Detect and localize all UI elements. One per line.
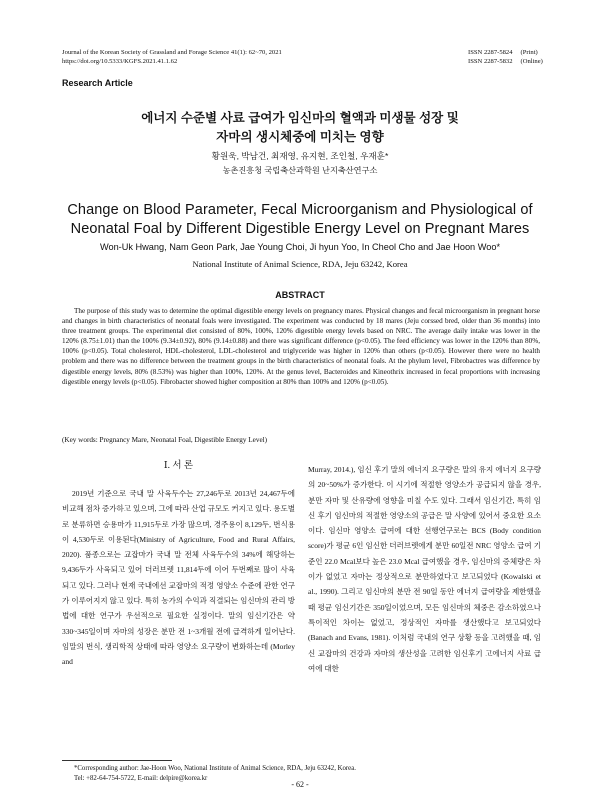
english-authors: Won-Uk Hwang, Nam Geon Park, Jae Young Choi, Ji hyun Yoo, In Cheol Cho and Jae Hoon Woo*	[99, 242, 501, 252]
issn-online-kind: (Online)	[520, 58, 543, 65]
issn-block	[468, 48, 543, 66]
english-title-line-1: Change on Blood Parameter, Fecal Microorganism and Physiological of	[67, 202, 533, 218]
journal-header	[62, 48, 282, 66]
intro-right-column	[308, 462, 541, 676]
journal-citation: Journal of the Korean Society of Grassland and Forage Science 41(1): 62~70, 2021	[62, 49, 282, 56]
article-type: Research Article	[62, 78, 133, 88]
korean-affiliation: 농촌진흥청 국립축산과학원 난지축산연구소	[222, 166, 378, 175]
footnote-line-1: *Corresponding author: Jae-Hoon Woo, National Institute of Animal Science, RDA, Jeju 63242, Korea.	[74, 765, 356, 772]
issn-print: ISSN 2287-5824	[468, 49, 513, 56]
english-title-line-2: Neonatal Foal by Different Digestible Energy Level on Pregnant Mares	[70, 221, 530, 237]
footnote-divider	[62, 760, 172, 761]
english-affiliation: National Institute of Animal Science, RDA, Jeju 63242, Korea	[192, 259, 408, 269]
intro-left-column	[62, 460, 295, 670]
korean-authors: 황원욱, 박남건, 최재영, 유지현, 조인철, 우재훈*	[211, 151, 389, 161]
abstract-text: The purpose of this study was to determine the optimal digestible energy levels on pregnancy mares. Physical changes and fecal microorganism in pregnant horse and changes in birth characteristics of neonatal foals were investigated. The experiment was conducted by 18 mares (Jeju corssed bred, older than 36 months) into three treatment groups. The experimental diet consisted of 80%, 100%, 120% digestible energy levels based on NRC. The average daily intake was lower in the 120% (8.75±1.01) than the 100% (9.34±0.92), 80% (9.14±0.88) and there was significant difference (p<0.05). The feed efficiency was lower in the 120% than 80%, 100% (p<0.05). Total cholesterol, HDL-cholesterol, LDL-cholesterol and triglyceride was higher in 120% than others (p<0.05). However there were no health problem and there was no difference between the treatment groups in the birth characteristics of neonatal foals. At the phylum level, Fibrobactres was difference by digestible energy levels, 80% (8.53%) was higher than 100%, 120%. At the genus level, Bacteroides and Kineothrix increased in fecal proportions with increasing digestible energy levels (p<0.05). Fibrobacter showed higher composition at 80% than 100% and 120% (p<0.05).	[62, 307, 540, 386]
issn-online: ISSN 2287-5832	[468, 58, 513, 65]
footnote-line-2: Tel: +82-64-754-5722, E-mail: delpire@korea.kr	[74, 775, 208, 782]
keywords: (Key words: Pregnancy Mare, Neonatal Foal, Digestible Energy Level)	[62, 436, 268, 444]
section-heading-introduction: Ⅰ. 서 론	[163, 461, 194, 471]
intro-paragraph-right: Murray, 2014.), 임신 후기 말의 에너지 요구량은 말의 유지 에너지 요구량의 20~50%가 증가한다. 이 시기에 적절한 영양소가 공급되지 않을 경우, 분만 자마 및 산유량에 영향을 미칠 수도 있다. 그래서 임신기간, 특히 임신 후기 임신마의 적절한 영양소의 공급은 말 사양에 있어서 중요한 요소이다. 임신마 영양소 급여에 대한 선행연구로는 BCS (Body condition score)가 평균 6인 임신한 더러브렛에게 분만 60일전 NRC 영양소 급여 기준인 22.0 Mcal보다 높은 23.0 Mcal 급여했을 경우, 임신마의 증체량은 차이가 없었고 자마는 정상적으로 분만하였다고 보고되었다 (Kowalski et al., 1990). 그리고 임신마의 분만 전 90일 동안 에너지 급여량을 제한했을 때 평균 임신기간은 350일이었으며, 모든 임신마의 체중은 감소하였으나 특이적인 차이는 없었고, 정상적인 자마를 생산했다고 보고되었다 (Banach and Evans, 1981). 이처럼 국내의 연구 상황 등을 고려했을 때, 임신 교잡마의 건강과 자마의 생산성을 고려한 임신후기 고에너지 사료 급여에 대한	[308, 465, 541, 673]
doi-link[interactable]: https://doi.org/10.5333/KGFS.2021.41.1.62	[62, 58, 178, 65]
issn-print-kind: (Print)	[520, 49, 538, 56]
intro-paragraph-left: 2019년 기준으로 국내 말 사육두수는 27,246두로 2013년 24,467두에 비교해 점차 증가하고 있으며, 그에 따라 산업 규모도 커지고 있다. 용도별로 분류하면 승용마가 11,915두로 가장 많으며, 경주용이 8,129두, 번식용이 4,530두로 이용된다(Ministry of Agriculture, Food and Rural Affairs, 2020). 품종으로는 교잡마가 국내 말 전체 사육두수의 34%에 해당하는 9,436두가 사육되고 있어 더러브렛 11,814두에 이어 두번째로 많이 사육되고 있다. 그러나 현재 국내에선 교잡마의 적정 영양소 수준에 관한 연구가 이루어지지 않고 있다. 특히 농가의 수익과 직결되는 임신마의 관리 방법에 대한 연구가 우선적으로 필요한 실정이다. 말의 임신기간은 약 330~345일이며 자마의 성장은 분만 전 1~3개월 전에 급격하게 일어난다. 임말의 번식, 생리학적 상태에 따라 영양소 요구량이 변화하는데 (Morley and	[62, 489, 295, 667]
korean-title-line-1: 에너지 수준별 사료 급여가 임신마의 혈액과 미생물 성장 및	[141, 111, 459, 125]
korean-title-line-2: 자마의 생시체중에 미치는 영향	[216, 130, 384, 144]
page-number: - 62 -	[291, 780, 309, 789]
abstract-heading: ABSTRACT	[275, 290, 325, 300]
